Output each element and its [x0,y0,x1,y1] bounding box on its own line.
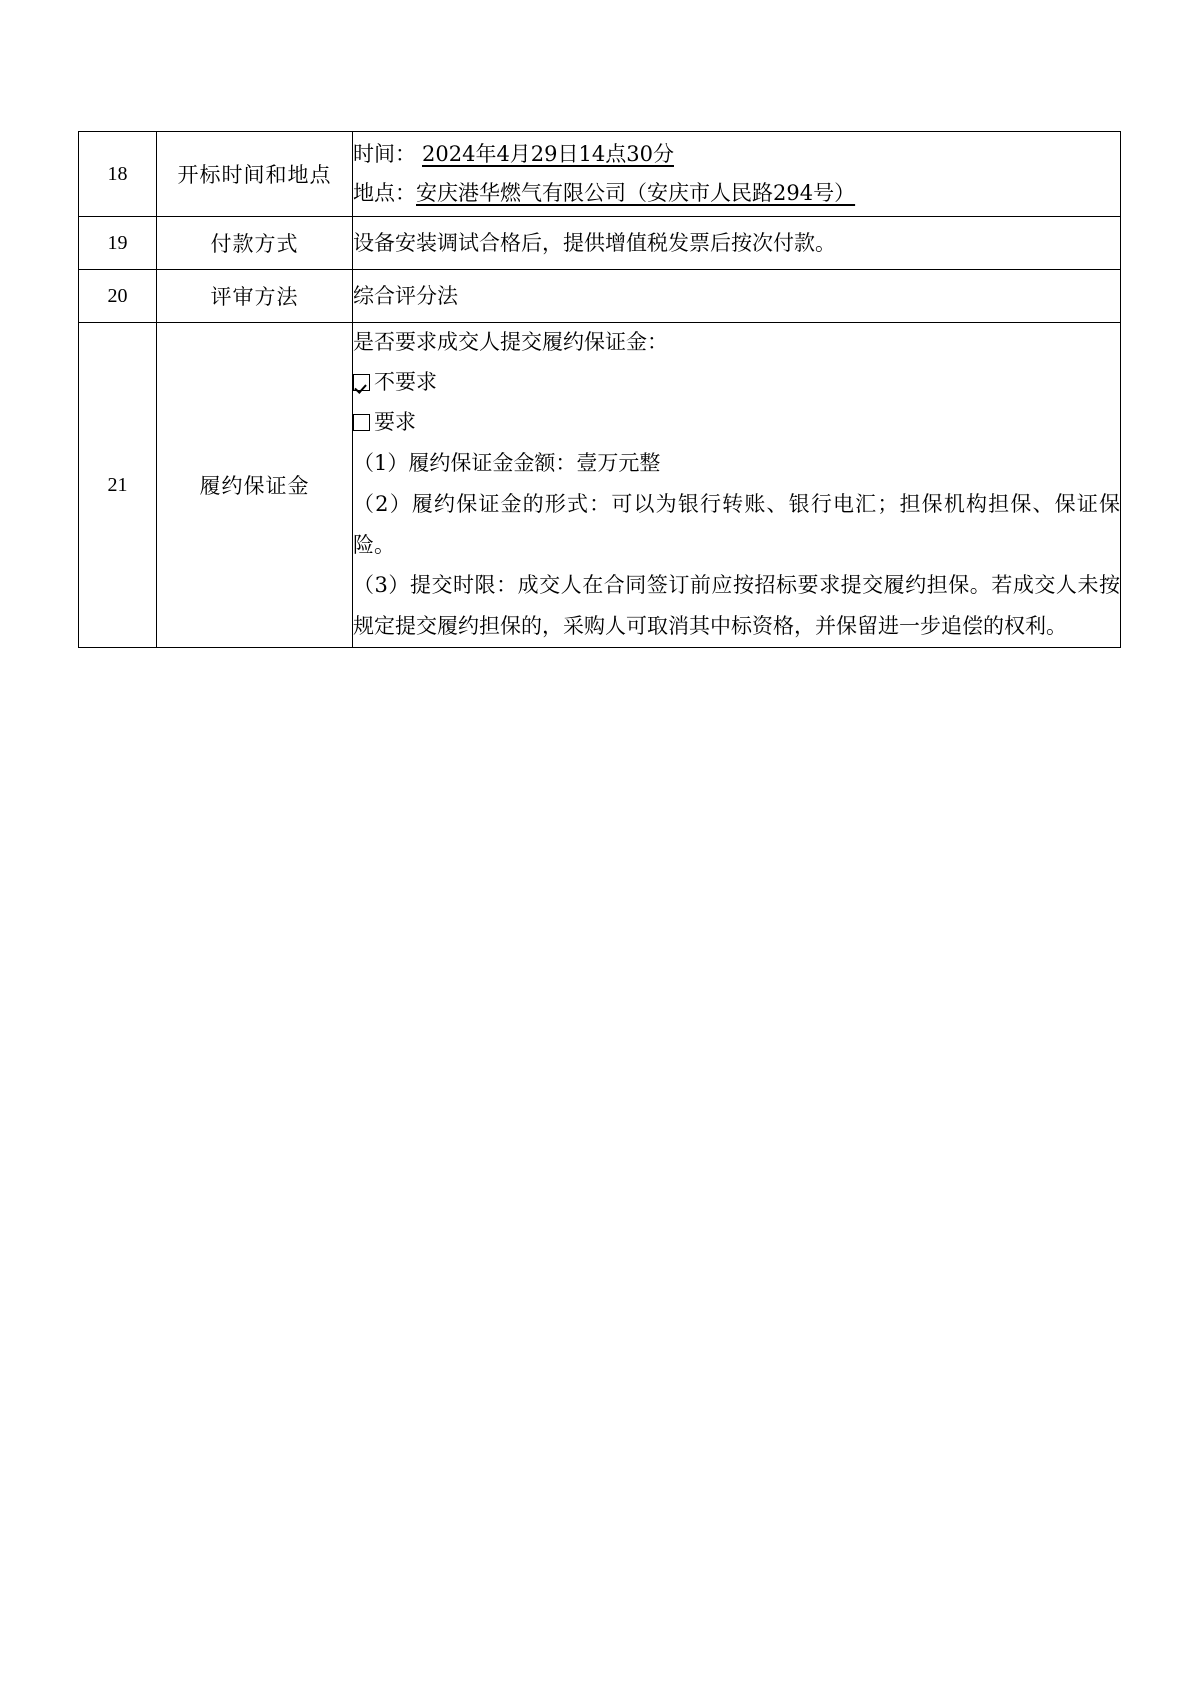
row-number: 19 [79,217,157,270]
option-not-required[interactable] [353,363,1120,403]
bid-open-place-line [353,174,1120,213]
row-number: 20 [79,270,157,323]
bid-open-time-value: 2024年4月29日14点30分 [422,142,674,167]
row-label: 评审方法 [157,270,353,323]
table-row [79,270,1121,323]
row-number: 18 [79,132,157,217]
bid-terms-table [78,131,1121,648]
performance-bond-item-3: （3）提交时限：成交人在合同签订前应按招标要求提交履约担保。若成交人未按规定提交履约担保的，采购人可取消其中标资格，并保留进一步追偿的权利。 [353,573,1120,639]
row-content: 设备安装调试合格后，提供增值税发票后按次付款。 [353,217,1121,270]
bid-open-time-line [353,135,1120,174]
row-content [353,132,1121,217]
option-required[interactable] [353,403,1120,443]
option-not-required-label: 不要求 [374,369,437,394]
bid-open-place-value: 安庆港华燃气有限公司（安庆市人民路294号） [416,181,856,205]
performance-bond-content [353,323,1121,648]
row-content: 综合评分法 [353,270,1121,323]
bid-open-time-prefix: 时间： [353,142,416,167]
checkbox-unchecked-icon[interactable] [353,414,370,431]
row-label: 履约保证金 [157,323,353,648]
performance-bond-item-2: （2）履约保证金的形式：可以为银行转账、银行电汇；担保机构担保、保证保险。 [353,491,1120,557]
table-row [79,323,1121,648]
table-row [79,217,1121,270]
bid-open-place-prefix: 地点： [353,181,416,205]
checkbox-checked-icon[interactable] [353,374,370,391]
table-row [79,132,1121,217]
row-number: 21 [79,323,157,648]
row-label: 开标时间和地点 [157,132,353,217]
option-required-label: 要求 [374,409,416,434]
row-label: 付款方式 [157,217,353,270]
performance-bond-heading: 是否要求成交人提交履约保证金： [353,330,668,354]
performance-bond-item-1: （1）履约保证金金额：壹万元整 [353,450,661,475]
